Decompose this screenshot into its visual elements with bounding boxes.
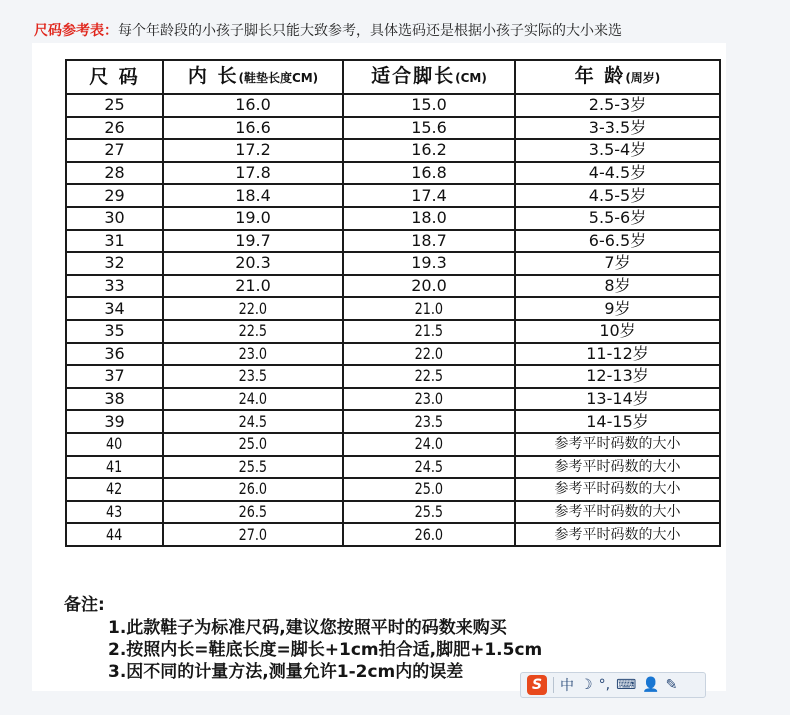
inner-length-cell: 26.0	[163, 478, 343, 501]
fit-foot-cell: 21.0	[343, 297, 515, 320]
inner-length-cell: 25.0	[163, 433, 343, 456]
age-cell: 5.5-6岁	[515, 207, 720, 230]
remarks-title: 备注:	[64, 595, 105, 615]
fit-foot-cell: 22.5	[343, 365, 515, 388]
fit-foot-cell: 23.5	[343, 410, 515, 433]
inner-length-cell: 20.3	[163, 252, 343, 275]
size-cell: 36	[66, 343, 163, 366]
age-cell: 4-4.5岁	[515, 162, 720, 185]
inner-length-cell: 17.8	[163, 162, 343, 185]
size-cell: 37	[66, 365, 163, 388]
size-cell: 38	[66, 388, 163, 411]
ime-mode-toggle[interactable]: 中	[560, 678, 574, 694]
table-row	[66, 478, 720, 501]
size-cell: 25	[66, 94, 163, 117]
header-inner-length-unit: (鞋垫长度CM)	[238, 71, 319, 85]
header-age: 年 龄(周岁)	[515, 60, 720, 94]
table-body	[66, 94, 720, 546]
age-cell: 6-6.5岁	[515, 230, 720, 253]
size-cell: 34	[66, 297, 163, 320]
top-note-label: 尺码参考表：	[34, 23, 118, 39]
size-cell: 31	[66, 230, 163, 253]
inner-length-cell: 24.0	[163, 388, 343, 411]
moon-icon[interactable]: ☽	[580, 677, 593, 693]
inner-length-cell: 24.5	[163, 410, 343, 433]
fit-foot-cell: 23.0	[343, 388, 515, 411]
fit-foot-cell: 18.7	[343, 230, 515, 253]
size-cell: 33	[66, 275, 163, 298]
age-cell: 3.5-4岁	[515, 139, 720, 162]
inner-length-cell: 23.5	[163, 365, 343, 388]
age-cell: 参考平时码数的大小	[515, 478, 720, 501]
top-note	[34, 20, 622, 40]
fit-foot-cell: 25.0	[343, 478, 515, 501]
inner-length-cell: 27.0	[163, 523, 343, 546]
top-note-text: 每个年龄段的小孩子脚长只能大致参考，具体选码还是根据小孩子实际的大小来选	[118, 23, 622, 39]
size-cell: 27	[66, 139, 163, 162]
age-cell: 9岁	[515, 297, 720, 320]
table-row	[66, 523, 720, 546]
size-cell: 32	[66, 252, 163, 275]
age-cell: 参考平时码数的大小	[515, 501, 720, 524]
age-cell: 4.5-5岁	[515, 184, 720, 207]
keyboard-icon[interactable]: ⌨	[616, 677, 637, 693]
size-cell: 41	[66, 456, 163, 479]
header-fit-foot: 适合脚长(CM)	[343, 60, 515, 94]
age-cell: 2.5-3岁	[515, 94, 720, 117]
inner-length-cell: 16.6	[163, 117, 343, 140]
size-cell: 42	[66, 478, 163, 501]
size-cell: 29	[66, 184, 163, 207]
table-row	[66, 139, 720, 162]
fit-foot-cell: 24.0	[343, 433, 515, 456]
inner-length-cell: 25.5	[163, 456, 343, 479]
fit-foot-cell: 15.6	[343, 117, 515, 140]
fit-foot-cell: 26.0	[343, 523, 515, 546]
fit-foot-cell: 19.3	[343, 252, 515, 275]
table-row	[66, 433, 720, 456]
fit-foot-cell: 17.4	[343, 184, 515, 207]
fit-foot-cell: 22.0	[343, 343, 515, 366]
age-cell: 参考平时码数的大小	[515, 456, 720, 479]
table-row	[66, 410, 720, 433]
size-cell: 43	[66, 501, 163, 524]
fit-foot-cell: 16.8	[343, 162, 515, 185]
inner-length-cell: 26.5	[163, 501, 343, 524]
table-row	[66, 252, 720, 275]
table-row	[66, 343, 720, 366]
age-cell: 12-13岁	[515, 365, 720, 388]
age-cell: 7岁	[515, 252, 720, 275]
table-row	[66, 94, 720, 117]
age-cell: 3-3.5岁	[515, 117, 720, 140]
inner-length-cell: 23.0	[163, 343, 343, 366]
fit-foot-cell: 20.0	[343, 275, 515, 298]
inner-length-cell: 21.0	[163, 275, 343, 298]
punctuation-icon[interactable]: °,	[598, 677, 611, 693]
age-cell: 13-14岁	[515, 388, 720, 411]
inner-length-cell: 19.0	[163, 207, 343, 230]
inner-length-cell: 18.4	[163, 184, 343, 207]
inner-length-cell: 22.5	[163, 320, 343, 343]
size-cell: 35	[66, 320, 163, 343]
sogou-logo-icon[interactable]: S	[527, 675, 547, 695]
inner-length-cell: 16.0	[163, 94, 343, 117]
age-cell: 14-15岁	[515, 410, 720, 433]
header-inner-length: 内 长(鞋垫长度CM)	[163, 60, 343, 94]
table-row	[66, 388, 720, 411]
header-age-unit: (周岁)	[625, 71, 661, 85]
size-cell: 39	[66, 410, 163, 433]
fit-foot-cell: 18.0	[343, 207, 515, 230]
age-cell: 8岁	[515, 275, 720, 298]
age-cell: 10岁	[515, 320, 720, 343]
table-row	[66, 275, 720, 298]
table-row	[66, 501, 720, 524]
remark-line-3: 3.因不同的计量方法,测量允许1-2cm内的误差	[108, 662, 464, 682]
fit-foot-cell: 16.2	[343, 139, 515, 162]
table-row	[66, 117, 720, 140]
table-row	[66, 230, 720, 253]
user-icon[interactable]: 👤	[642, 677, 660, 693]
size-cell: 28	[66, 162, 163, 185]
fit-foot-cell: 24.5	[343, 456, 515, 479]
size-table	[65, 59, 721, 547]
table-row	[66, 184, 720, 207]
table-row	[66, 207, 720, 230]
fit-foot-cell: 21.5	[343, 320, 515, 343]
size-cell: 44	[66, 523, 163, 546]
table-row	[66, 297, 720, 320]
table-row	[66, 456, 720, 479]
table-row	[66, 320, 720, 343]
table-row	[66, 365, 720, 388]
header-size: 尺 码	[66, 60, 163, 94]
fit-foot-cell: 15.0	[343, 94, 515, 117]
remark-line-2: 2.按照内长=鞋底长度=脚长+1cm拍合适,脚肥+1.5cm	[108, 640, 543, 660]
age-cell: 11-12岁	[515, 343, 720, 366]
inner-length-cell: 22.0	[163, 297, 343, 320]
inner-length-cell: 17.2	[163, 139, 343, 162]
age-cell: 参考平时码数的大小	[515, 523, 720, 546]
size-cell: 30	[66, 207, 163, 230]
table-header-row	[66, 60, 720, 94]
tools-icon[interactable]: ✎	[665, 677, 678, 693]
ime-separator	[553, 677, 554, 693]
table-row	[66, 162, 720, 185]
inner-length-cell: 19.7	[163, 230, 343, 253]
age-cell: 参考平时码数的大小	[515, 433, 720, 456]
size-cell: 40	[66, 433, 163, 456]
remark-line-1: 1.此款鞋子为标准尺码,建议您按照平时的码数来购买	[108, 618, 507, 638]
remarks	[64, 590, 542, 683]
ime-toolbar[interactable]	[520, 672, 706, 698]
fit-foot-cell: 25.5	[343, 501, 515, 524]
size-cell: 26	[66, 117, 163, 140]
header-fit-foot-unit: (CM)	[455, 71, 487, 85]
